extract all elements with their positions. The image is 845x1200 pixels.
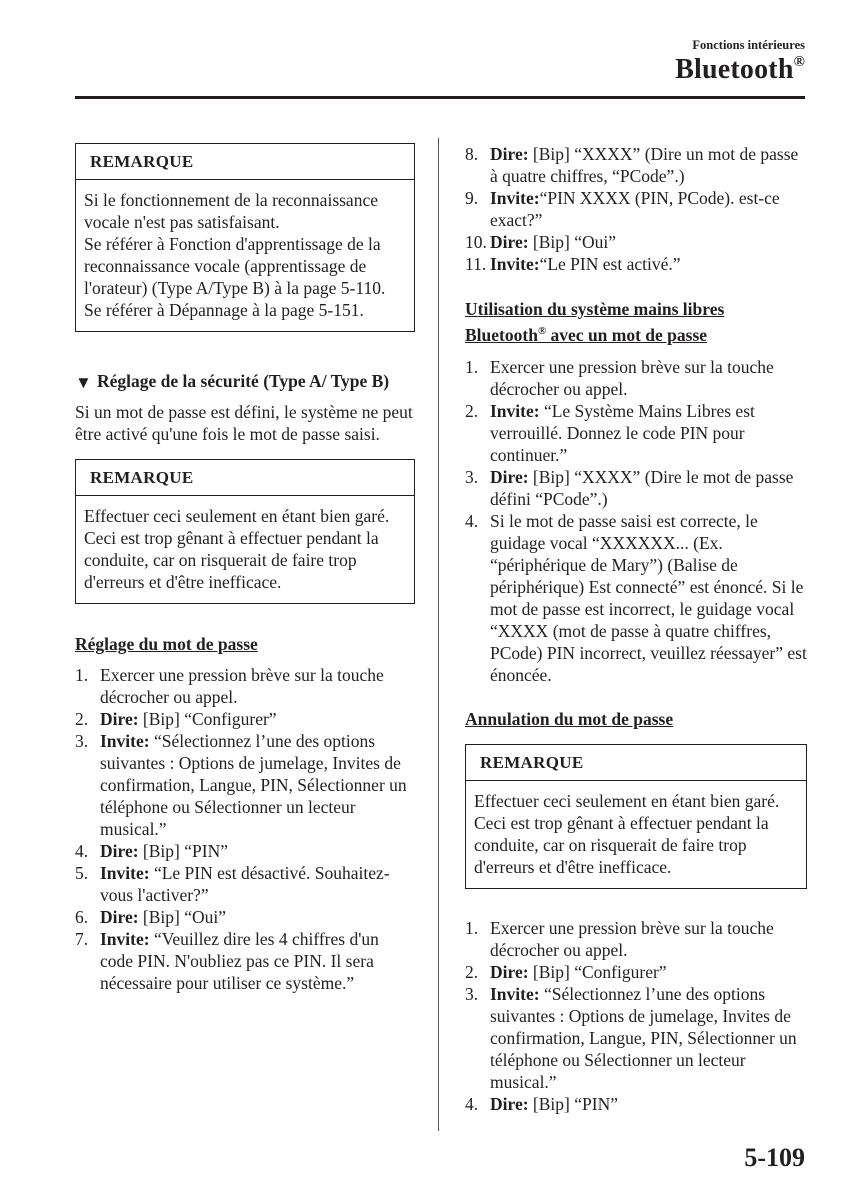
- step-item: [75, 906, 415, 928]
- section-label: Fonctions intérieures: [692, 38, 805, 52]
- step-item: [75, 928, 415, 994]
- step-number: 4.: [75, 841, 89, 861]
- chapter-title: [675, 54, 805, 86]
- step-label: Dire:: [490, 1093, 529, 1114]
- step-number: 11.: [465, 254, 487, 274]
- page-number: 5-109: [744, 1143, 805, 1172]
- note-body: Effectuer ceci seulement en étant bien garé. Ceci est trop gênant à effectuer pendant la conduite, car on risquerait de faire trop d'erreurs et d'être inefficace.: [84, 506, 390, 592]
- step-text: [Bip] “Oui”: [528, 232, 617, 252]
- step-item: [75, 708, 415, 730]
- handsfree-heading-text-b: avec un mot de passe: [546, 324, 708, 345]
- step-text: “Sélectionnez l’une des options suivantes : Options de jumelage, Invites de confirmation, Langue, PIN, Sélectionner un téléphone ou Sélectionner un lecteur musical.”: [490, 983, 797, 1092]
- step-item: [75, 730, 415, 840]
- step-number: 8.: [465, 144, 479, 164]
- step-text: [Bip] “Configurer”: [528, 961, 667, 982]
- step-item: [465, 1093, 807, 1115]
- step-item: [465, 356, 807, 400]
- step-text: “Le PIN est désactivé. Souhaitez-vous l'activer?”: [100, 863, 390, 905]
- registered-mark: ®: [537, 325, 547, 337]
- step-label: Invite:: [100, 929, 150, 949]
- step-label: Dire:: [490, 144, 529, 164]
- security-intro: Si un mot de passe est défini, le système ne peut être activé qu'une fois le mot de passe saisi.: [75, 402, 413, 444]
- step-number: 3.: [75, 731, 89, 751]
- password-heading: Réglage du mot de passe: [75, 634, 258, 654]
- note-line: Se référer à Dépannage à la page 5-151.: [84, 300, 364, 320]
- step-label: Dire:: [100, 841, 139, 861]
- step-item: [75, 840, 415, 862]
- step-label: Dire:: [100, 907, 139, 927]
- step-item: [465, 983, 807, 1093]
- step-number: 1.: [465, 356, 479, 377]
- triangle-marker-icon: ▼: [75, 373, 92, 392]
- step-number: 5.: [75, 863, 89, 883]
- note-box-parked-2: [465, 744, 807, 889]
- step-text: “Veuillez dire les 4 chiffres d'un code PIN. N'oubliez pas ce PIN. Il sera nécessaire pour utiliser ce système.”: [100, 929, 379, 993]
- note-title: REMARQUE: [466, 745, 806, 781]
- column-divider: [438, 138, 439, 1131]
- step-label: Invite:: [490, 400, 540, 421]
- note-title: REMARQUE: [76, 460, 414, 496]
- note-title: REMARQUE: [76, 144, 414, 180]
- step-number: 2.: [465, 400, 479, 421]
- step-text: “Sélectionnez l’une des options suivantes : Options de jumelage, Invites de confirmation, Langue, PIN, Sélectionner un téléphone ou Sélectionner un lecteur musical.”: [100, 731, 407, 839]
- step-item: [465, 253, 807, 275]
- step-label: Dire:: [490, 961, 529, 982]
- step-item: [465, 466, 807, 510]
- step-number: 10.: [465, 232, 487, 252]
- security-heading-text: Réglage de la sécurité (Type A/ Type B): [97, 371, 390, 391]
- chapter-title-text: Bluetooth: [675, 54, 794, 85]
- note-box-parked: [75, 459, 415, 604]
- step-text: “PIN XXXX (PIN, PCode). est-ce exact?”: [490, 188, 780, 230]
- step-text: “Le PIN est activé.”: [539, 254, 681, 274]
- step-item: [465, 143, 807, 187]
- step-text: “Le Système Mains Libres est verrouillé. Donnez le code PIN pour continuer.”: [490, 400, 755, 465]
- step-number: 3.: [465, 983, 479, 1004]
- note-line: Si le fonctionnement de la reconnaissance vocale n'est pas satisfaisant.: [84, 190, 378, 232]
- step-text: Exercer une pression brève sur la touche décrocher ou appel.: [490, 917, 774, 960]
- step-text: [Bip] “Oui”: [138, 907, 227, 927]
- step-label: Invite:: [490, 983, 540, 1004]
- header-rule: [75, 96, 805, 99]
- step-item: [465, 187, 807, 231]
- step-text: [Bip] “XXXX” (Dire le mot de passe défini “PCode”.): [490, 466, 794, 509]
- step-label: Invite:: [100, 863, 150, 883]
- cancel-heading: Annulation du mot de passe: [465, 708, 674, 729]
- handsfree-heading: [465, 298, 807, 346]
- step-item: [465, 961, 807, 983]
- left-column: [75, 143, 415, 994]
- note-line: Se référer à Fonction d'apprentissage de la reconnaissance vocale (apprentissage de l'orateur) (Type A/Type B) à la page 5-110.: [84, 234, 386, 298]
- step-number: 4.: [465, 1093, 479, 1114]
- step-number: 4.: [465, 510, 479, 531]
- handsfree-heading-text: Utilisation du système mains libres Bluetooth: [465, 299, 725, 345]
- note-body: Effectuer ceci seulement en étant bien garé. Ceci est trop gênant à effectuer pendant la conduite, car on risquerait de faire trop d'erreurs et d'être inefficace.: [474, 790, 780, 877]
- password-steps-continued: [465, 143, 807, 275]
- security-heading: [75, 370, 415, 392]
- step-item: [75, 664, 415, 708]
- registered-mark: ®: [793, 53, 805, 70]
- note-body: [76, 180, 414, 331]
- step-number: 9.: [465, 188, 479, 208]
- step-label: Invite:: [100, 731, 150, 751]
- step-text: Exercer une pression brève sur la touche décrocher ou appel.: [100, 665, 384, 707]
- step-text: [Bip] “XXXX” (Dire un mot de passe à quatre chiffres, “PCode”.): [490, 144, 799, 186]
- step-item: [465, 510, 807, 686]
- step-label: Dire:: [100, 709, 139, 729]
- step-item: [465, 400, 807, 466]
- step-number: 7.: [75, 929, 89, 949]
- handsfree-steps: [465, 356, 807, 686]
- step-text: [Bip] “PIN”: [138, 841, 228, 861]
- step-number: 6.: [75, 907, 89, 927]
- step-number: 1.: [75, 665, 89, 685]
- step-text: Si le mot de passe saisi est correcte, le guidage vocal “XXXXXX... (Ex. “périphérique de Mary”) (Balise de périphérique) Est connecté” est énoncé. Si le mot de passe est incorrect, le guidage vocal “XXXX (mot de passe à quatre chiffres, PCode) PIN incorrect, veuillez réessayer” est énoncée.: [490, 510, 807, 685]
- step-label: Dire:: [490, 466, 529, 487]
- step-item: [465, 231, 807, 253]
- step-label: Invite:: [490, 254, 540, 274]
- step-text: [Bip] “PIN”: [528, 1093, 618, 1114]
- step-number: 1.: [465, 917, 479, 938]
- step-number: 3.: [465, 466, 479, 487]
- step-text: Exercer une pression brève sur la touche décrocher ou appel.: [490, 356, 774, 399]
- password-steps: [75, 664, 415, 994]
- step-item: [75, 862, 415, 906]
- step-number: 2.: [465, 961, 479, 982]
- step-label: Dire:: [490, 232, 529, 252]
- step-label: Invite:: [490, 188, 540, 208]
- note-box-recognition: [75, 143, 415, 332]
- step-item: [465, 917, 807, 961]
- step-number: 2.: [75, 709, 89, 729]
- cancel-steps: [465, 917, 807, 1115]
- step-text: [Bip] “Configurer”: [138, 709, 277, 729]
- right-column: [465, 143, 807, 1115]
